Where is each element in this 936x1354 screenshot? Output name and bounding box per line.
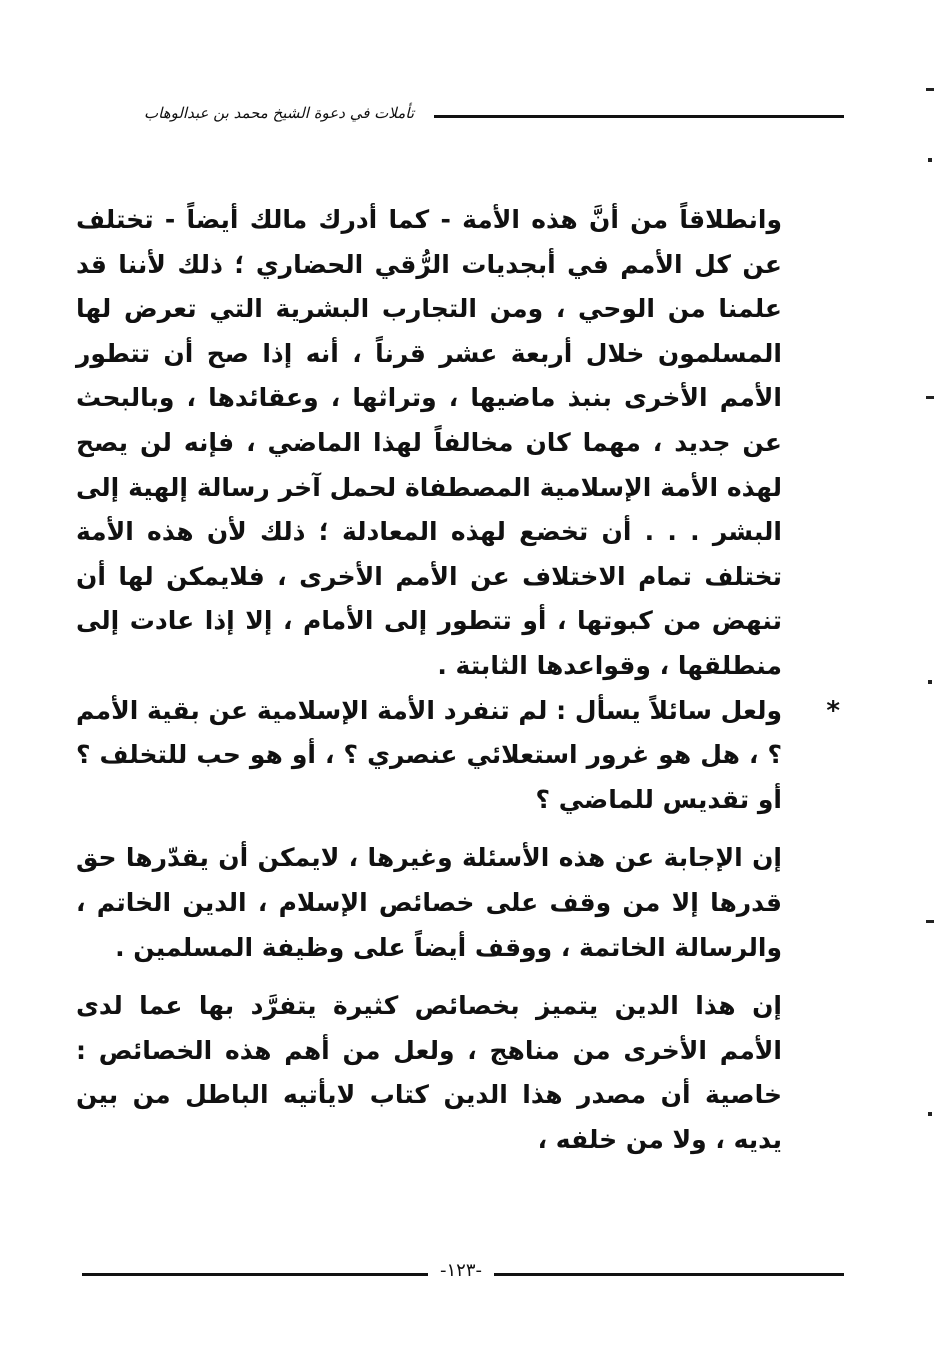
scan-margin-mark — [926, 920, 934, 923]
scan-margin-mark — [928, 680, 932, 684]
running-header-title: تأملات في دعوة الشيخ محمد بن عبدالوهاب — [144, 104, 414, 122]
page-body — [76, 198, 840, 1162]
asterisk-bullet-icon: * — [826, 695, 840, 726]
scan-margin-mark — [926, 88, 934, 91]
paragraph-1: وانطلاقاً من أنَّ هذه الأمة - كما أدرك مالك أيضاً - تختلف عن كل الأمم في أبجديات الرُّقي الحضاري ؛ ذلك لأننا قد علمنا من الوحي ، ومن التجارب البشرية التي تعرض لها المسلمون خلال أربعة عشر قرناً ، أنه إذا صح أن تتطور الأمم الأخرى بنبذ ماضيها ، وتراثها ، وعقائدها ، وبالبحث عن جديد ، مهما كان مخالفاً لهذا الماضي ، فإنه لن يصح لهذه الأمة الإسلامية المصطفاة لحمل آخر رسالة إلهية إلى البشر . . . أن تخضع لهذه المعادلة ؛ ذلك لأن هذه الأمة تختلف تمام الاختلاف عن الأمم الأخرى ، فلايمكن لها أن تنهض من كبوتها ، أو تتطور إلى الأمام ، إلا إذا عادت إلى منطلقها ، وقواعدها الثابتة . — [76, 205, 782, 680]
header-rule — [434, 115, 844, 118]
scan-margin-mark — [926, 396, 934, 399]
scan-margin-mark — [928, 158, 932, 162]
footer-rule-right — [494, 1273, 844, 1276]
page-number: -١٢٣- — [439, 1260, 482, 1281]
paragraph-4: إن هذا الدين يتميز بخصائص كثيرة يتفرَّد بها عما لدى الأمم الأخرى من مناهج ، ولعل من أهم هذه الخصائص : خاصية أن مصدر هذا الدين كتاب لايأتيه الباطل من بين يديه ، ولا من خلفه ، — [76, 991, 782, 1154]
paragraph-3: إن الإجابة عن هذه الأسئلة وغيرها ، لايمكن أن يقدّرها حق قدرها إلا من وقف على خصائص الإسلام ، الدين الخاتم ، والرسالة الخاتمة ، ووقف أيضاً على وظيفة المسلمين . — [76, 843, 782, 962]
running-header — [82, 104, 844, 124]
paragraph-2: ولعل سائلاً يسأل : لم تنفرد الأمة الإسلامية عن بقية الأمم ؟ ، هل هو غرور استعلائي عنصري ؟ ، أو هو حب للتخلف ؟ أو تقديس للماضي ؟ — [76, 695, 782, 814]
scan-margin-mark — [928, 1112, 932, 1116]
paragraph-2-bulleted — [76, 689, 840, 823]
page-footer — [82, 1260, 844, 1288]
footer-rule-left — [82, 1273, 428, 1276]
